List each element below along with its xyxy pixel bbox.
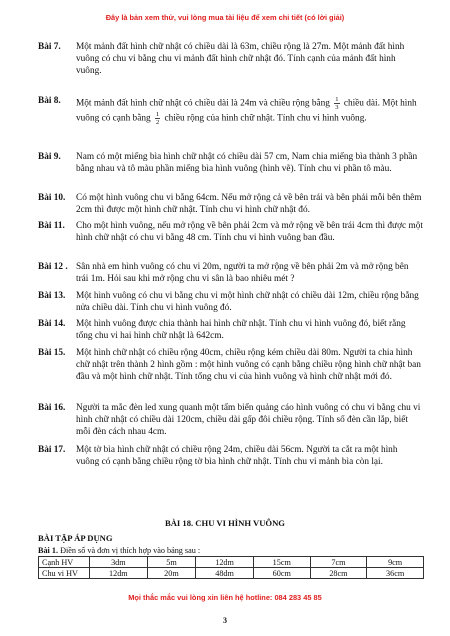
fraction-numerator: 1 [155, 111, 160, 118]
table-cell: 20m [147, 568, 196, 579]
table-cell: 15cm [253, 557, 310, 568]
table-row [39, 568, 424, 579]
fraction-denominator: 3 [335, 104, 339, 111]
exercise-text: Cho một hình vuông, nếu mở rộng về bên phải 2cm và mở rộng về bên trái 4cm thì được một hình chữ nhật có chu vi bằng 48 cm. Tính chu vi hình vuông ban đầu. [76, 221, 423, 243]
exercise-16 [38, 403, 423, 438]
exercise-17 [38, 445, 423, 469]
exercise-text: Người ta mắc đèn led xung quanh một tấm biển quảng cáo hình vuông có chu vi bằng chu vi hình chữ nhật có chiều dài 120cm, chiều dài gấp đôi chiều rộng. Tính số đèn cần lắp, biết mỗi đèn cách nhau 4cm. [76, 403, 421, 437]
fraction-denominator: 2 [155, 119, 160, 126]
exercise-text: Một mảnh đất hình chữ nhật có chiều dài là 63m, chiều rộng là 27m. Một mảnh đất hình vuông có chu vi bằng chu vi mảnh đất hình chữ nhật đó. Tính cạnh của mảnh đất hình vuông. [76, 42, 405, 76]
exercise-10 [38, 193, 423, 217]
bai1-prompt [38, 546, 200, 555]
bai1-label: Bài 1. [38, 546, 59, 555]
exercise-label: Bài 12 . [38, 262, 68, 272]
exercise-label: Bài 15. [38, 348, 66, 358]
exercise-text-part: chiều rộng của hình chữ nhật. Tính chu vi hình vuông. [164, 113, 367, 124]
exercise-label: Bài 14. [38, 319, 66, 329]
table-cell: Cạnh HV [39, 557, 90, 568]
preview-banner: Đây là bản xem thử, vui lòng mua tài liệu để xem chi tiết (có lời giải) [105, 13, 345, 22]
exercise-8 [38, 96, 423, 126]
fraction [334, 96, 339, 111]
table-cell: 9cm [367, 557, 424, 568]
exercise-label: Bài 8. [38, 96, 61, 106]
exercise-label: Bài 17. [38, 445, 66, 455]
exercise-text: Có một hình vuông chu vi bằng 64cm. Nếu mở rộng cả về bên trái và bên phải mỗi bên thêm 2cm thì được một hình chữ nhật. Tính chu vi hình chữ nhật đó. [76, 193, 422, 215]
exercise-text-part: chiều dài. Một hình vuông có cạnh bằng [76, 98, 417, 124]
exercise-text: Một hình vuông được chia thành hai hình chữ nhật. Tính chu vi hình vuông đó, biết rằng tổng chu vi hai hình chữ nhật là 642cm. [76, 319, 406, 341]
exercise-7 [38, 42, 423, 77]
section-title: BÀI 18. CHU VI HÌNH VUÔNG [164, 518, 285, 528]
exercise-text: Một hình chữ nhật có chiều rộng 40cm, chiều rộng kém chiều dài 80m. Người ta chia hình chữ nhật trên thành 2 hình gồm : một hình vuông có cạnh bằng chiều rộng hình chữ nhật ban đầu và một hình chữ nhật. Tính tổng chu vi của hình vuông và hình chữ nhật mới đó. [76, 348, 421, 382]
exercise-label: Bài 9. [38, 152, 61, 162]
exercise-13 [38, 291, 423, 315]
exercise-text [76, 96, 423, 126]
table-cell: 3dm [90, 557, 148, 568]
table-cell: Chu vi HV [39, 568, 90, 579]
page-number: 3 [223, 616, 227, 625]
exercise-11 [38, 221, 423, 245]
exercise-text: Nam có một miếng bìa hình chữ nhật có chiều dài 57 cm, Nam chia miếng bìa thành 3 phần bằng nhau và tô màu phần miếng bìa hình vuông (hình vẽ). Tính chu vi phần tô màu. [76, 152, 418, 174]
table-row [39, 557, 424, 568]
exercise-14 [38, 319, 423, 343]
exercise-label: Bài 13. [38, 291, 66, 301]
perimeter-table [38, 556, 424, 579]
bai1-text: Điền số và đơn vị thích hợp vào bảng sau : [60, 546, 201, 555]
exercise-label: Bài 7. [38, 42, 61, 52]
hotline-footer: Mọi thắc mắc vui lòng xin liên hệ hotline: 084 283 45 85 [128, 593, 322, 602]
table-cell: 36cm [367, 568, 424, 579]
exercise-label: Bài 11. [38, 221, 65, 231]
fraction [155, 111, 160, 126]
table-cell: 12dm [196, 557, 254, 568]
exercise-9 [38, 152, 423, 176]
table-cell: 7cm [310, 557, 367, 568]
exercise-label: Bài 10. [38, 193, 66, 203]
exercise-text-part: Một mảnh đất hình chữ nhật có chiều dài là 24m và chiều rộng bằng [76, 98, 330, 109]
exercise-label: Bài 16. [38, 403, 66, 413]
table-cell: 12dm [90, 568, 148, 579]
exercise-15 [38, 348, 423, 383]
table-cell: 60cm [253, 568, 310, 579]
exercise-12 [38, 262, 423, 286]
table-cell: 5m [147, 557, 196, 568]
fraction-numerator: 1 [335, 96, 339, 103]
exercise-text: Một tờ bìa hình chữ nhật có chiều rộng 24m, chiều dài 56cm. Người ta cắt ra một hình vuông có cạnh bằng chiều rộng tờ bìa hình chữ nhật. Tính chu vi mảnh bìa còn lại. [76, 445, 398, 467]
table-cell: 48dm [196, 568, 254, 579]
exercise-text: Một hình vuông có chu vi bằng chu vi một hình chữ nhật có chiều dài 12m, chiều rộng bằng nửa chiều dài. Tính chu vi hình vuông đó. [76, 291, 419, 313]
exercise-text: Sân nhà em hình vuông có chu vi 20m, người ta mở rộng về bên phải 2m và mở rộng bên trái 1m. Hỏi sau khi mở rộng chu vi sân là bao nhiêu mét ? [76, 262, 409, 284]
table-cell: 28cm [310, 568, 367, 579]
apply-heading: BÀI TẬP ÁP DỤNG [38, 533, 113, 543]
